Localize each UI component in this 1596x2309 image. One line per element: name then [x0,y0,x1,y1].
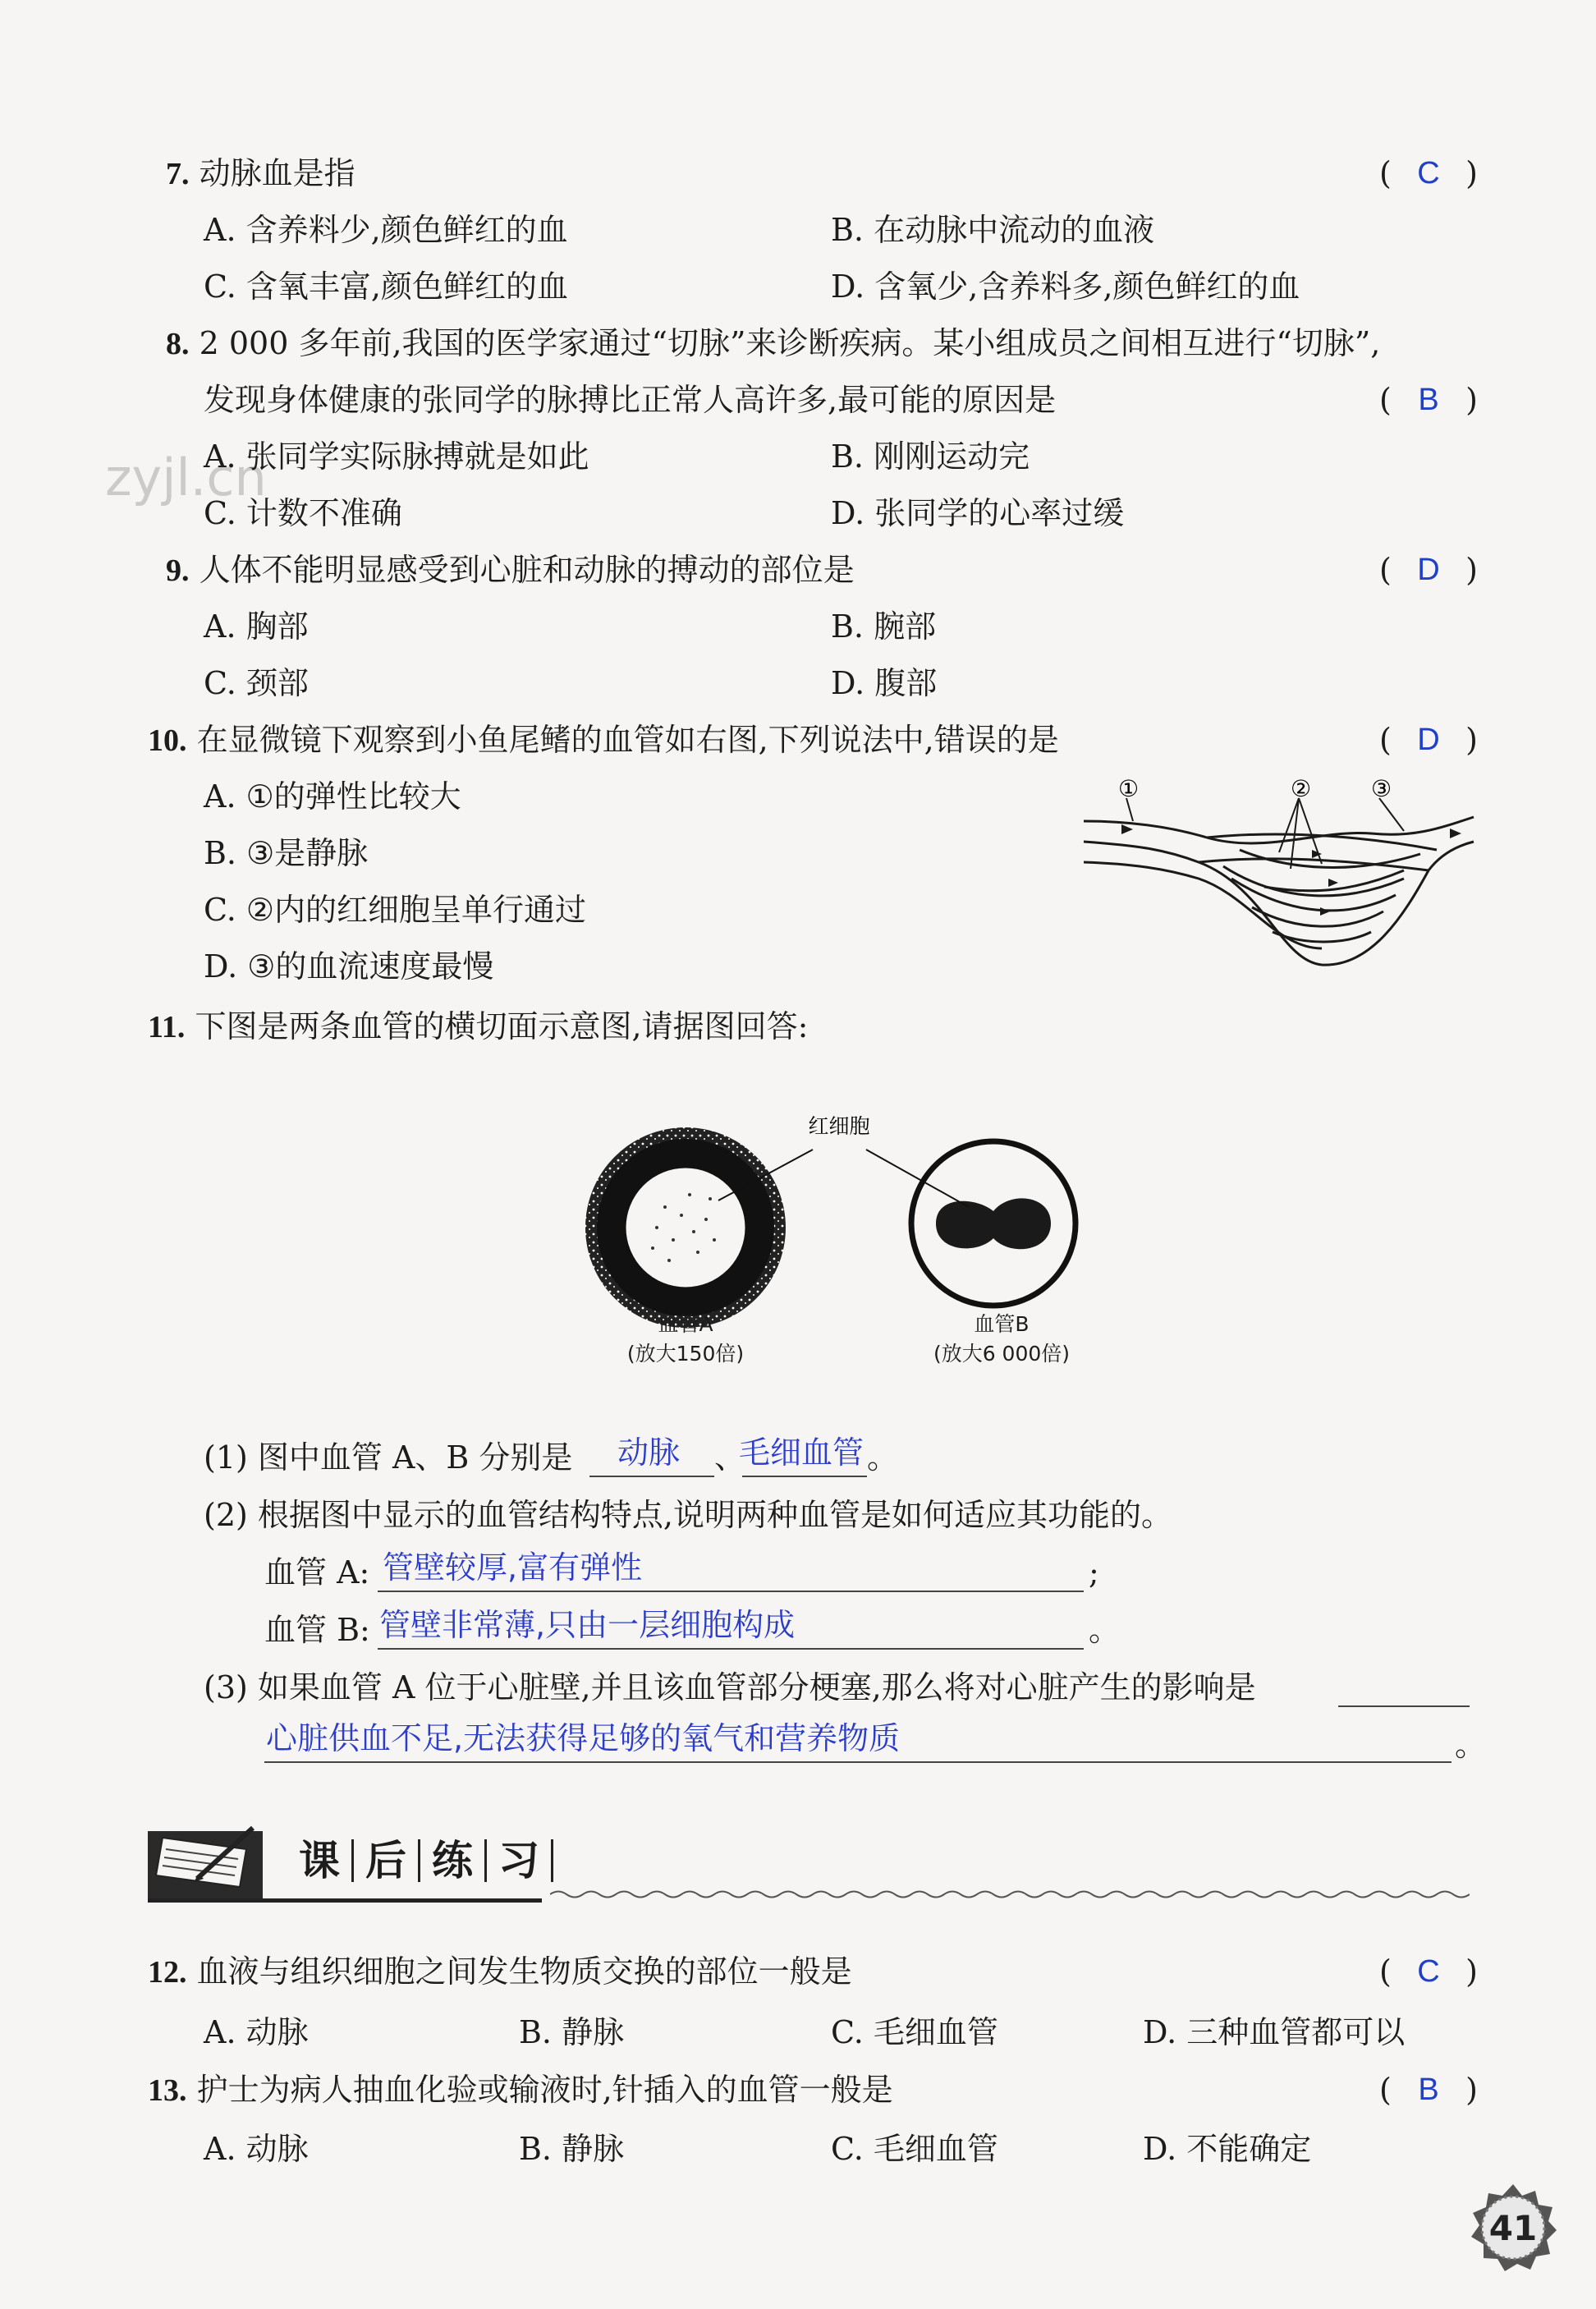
q11-sub3-answer: 心脏供血不足,无法获得足够的氧气和营养物质 [266,1720,901,1756]
q11-sub2-a-answer: 管壁较厚,富有弹性 [383,1549,643,1586]
q10-stem-text: 在显微镜下观察到小鱼尾鳍的血管如右图,下列说法中,错误的是 [196,722,1059,758]
q11-sub2-b-blank [378,1648,1084,1650]
q11-sub1-prefix: (1) 图中血管 A、B 分别是 [204,1439,573,1476]
q12-option-d: D. 三种血管都可以 [1143,2014,1406,2050]
vessel-a-label [603,1308,768,1367]
q13-answer-box: ( B ) [1379,2069,1478,2110]
page-number-badge [1468,2183,1558,2273]
q7-stem-text: 动脉血是指 [199,155,355,191]
figure-label-2: ② [1291,775,1312,802]
q7-answer-box: ( C ) [1379,153,1478,194]
q12-stem-text: 血液与组织细胞之间发生物质交换的部位一般是 [196,1953,852,1990]
q9-option-b: B. 腕部 [831,608,937,645]
q11-sub1-blank-a [589,1476,714,1477]
q11-stem [148,1006,808,1048]
q9-option-d: D. 腹部 [831,665,938,701]
q13-option-d: D. 不能确定 [1143,2131,1312,2167]
q11-sub1-sep: 、 [714,1439,746,1476]
q7-option-d: D. 含氧少,含养料多,颜色鲜红的血 [831,269,1300,305]
vessel-a-name: 血管A [658,1312,713,1336]
section-header [148,1821,1470,1903]
q11-sub2-a-label: 血管 A: [264,1554,370,1591]
q11-sub3-prompt: (3) 如果血管 A 位于心脏壁,并且该血管部分梗塞,那么将对心脏产生的影响是 [204,1669,1256,1705]
q8-stem [166,323,1380,365]
q7-option-b: B. 在动脉中流动的血液 [831,212,1155,248]
section-title-char-3: 练 [432,1837,473,1884]
q13-option-c: C. 毛细血管 [831,2131,998,2167]
q8-option-d: D. 张同学的心率过缓 [831,495,1125,531]
watermark: zyjl.cn [105,448,267,507]
q7-stem [166,153,355,195]
q13-stem-text: 护士为病人抽血化验或输液时,针插入的血管一般是 [196,2072,893,2108]
q11-sub3-blank-2 [264,1761,1452,1763]
q11-sub3-end: 。 [1455,1727,1487,1763]
q13-number: 13. [148,2073,187,2108]
q10-answer: D [1417,723,1440,757]
section-title [287,1836,553,1885]
q9-answer: D [1417,553,1440,587]
vessel-a-lumen [625,1167,746,1288]
q11-number: 11. [148,1010,186,1044]
q9-stem [166,549,855,591]
q9-option-a: A. 胸部 [204,608,309,645]
q10-stem [148,719,1059,761]
section-title-char-2: 后 [365,1837,406,1884]
page-number: 41 [1488,2207,1538,2248]
section-wavy-line [550,1889,1470,1900]
fish-tail-vessel-figure [1075,772,1478,981]
q12-option-a: A. 动脉 [204,2014,309,2050]
q11-sub1-end: 。 [867,1439,899,1476]
q12-answer: C [1417,1954,1440,1989]
q13-option-b: B. 静脉 [519,2131,625,2167]
vessel-a-magnification: (放大150倍) [626,1342,745,1366]
figure-label-3: ③ [1371,775,1392,802]
q13-answer: B [1418,2073,1439,2107]
q7-option-a: A. 含养料少,颜色鲜红的血 [204,212,568,248]
q12-answer-box: ( C ) [1379,1951,1478,1992]
q8-answer-box: ( B ) [1379,379,1478,420]
q11-sub2-prompt: (2) 根据图中显示的血管结构特点,说明两种血管是如何适应其功能的。 [204,1497,1172,1533]
q11-sub2-b-label: 血管 B: [264,1612,370,1648]
q9-number: 9. [166,553,190,588]
q11-sub2-a-blank [378,1591,1084,1592]
vessel-b-name: 血管B [974,1312,1030,1336]
q8-stem-line1: 2 000 多年前,我国的医学家通过“切脉”来诊断疾病。某小组成员之间相互进行“切脉”, [199,325,1381,361]
q11-sub2-b-end: 。 [1089,1612,1121,1648]
section-underline-thick [148,1898,542,1903]
q11-sub3-blank-1 [1338,1705,1470,1707]
q12-option-c: C. 毛细血管 [831,2014,998,2050]
q10-number: 10. [148,723,187,758]
q12-stem [148,1951,852,1993]
q7-number: 7. [166,157,190,191]
notebook-pen-icon [148,1821,279,1903]
q8-option-a: A. 张同学实际脉搏就是如此 [204,438,589,475]
q11-sub2-b-answer: 管壁非常薄,只由一层细胞构成 [379,1607,796,1643]
section-title-char-4: 习 [498,1837,539,1884]
q11-sub2-a-end: ; [1089,1554,1099,1591]
q12-option-b: B. 静脉 [519,2014,625,2050]
figure-label-1: ① [1118,775,1140,802]
q10-option-c: C. ②内的红细胞呈单行通过 [204,892,586,928]
q11-sub1-blank-b [742,1476,867,1477]
q8-option-c: C. 计数不准确 [204,495,402,531]
q10-option-b: B. ③是静脉 [204,835,369,871]
q9-stem-text: 人体不能明显感受到心脏和动脉的搏动的部位是 [199,552,855,588]
q10-option-a: A. ①的弹性比较大 [204,778,461,815]
q11-sub1-answer-b: 毛细血管 [739,1435,864,1471]
vessel-b-label [911,1308,1092,1367]
q7-option-c: C. 含氧丰富,颜色鲜红的血 [204,269,568,305]
q8-number: 8. [166,327,190,361]
q9-option-c: C. 颈部 [204,665,309,701]
vessel-b-magnification: (放大6 000倍) [933,1342,1071,1366]
q8-stem-line2: 发现身体健康的张同学的脉搏比正常人高许多,最可能的原因是 [204,382,1057,418]
q8-option-b: B. 刚刚运动完 [831,438,1030,475]
q9-answer-box: ( D ) [1379,549,1478,590]
q10-option-d: D. ③的血流速度最慢 [204,948,494,985]
rbc-label: 红细胞 [808,1114,870,1138]
q10-answer-box: ( D ) [1379,719,1478,760]
q11-stem-text: 下图是两条血管的横切面示意图,请据图回答: [195,1008,809,1044]
q8-answer: B [1418,383,1439,417]
q13-stem [148,2069,893,2111]
q7-answer: C [1417,156,1440,191]
q11-sub1-answer-a: 动脉 [617,1435,681,1471]
q13-option-a: A. 动脉 [204,2131,309,2167]
q12-number: 12. [148,1955,187,1990]
section-title-char-1: 课 [299,1837,340,1884]
